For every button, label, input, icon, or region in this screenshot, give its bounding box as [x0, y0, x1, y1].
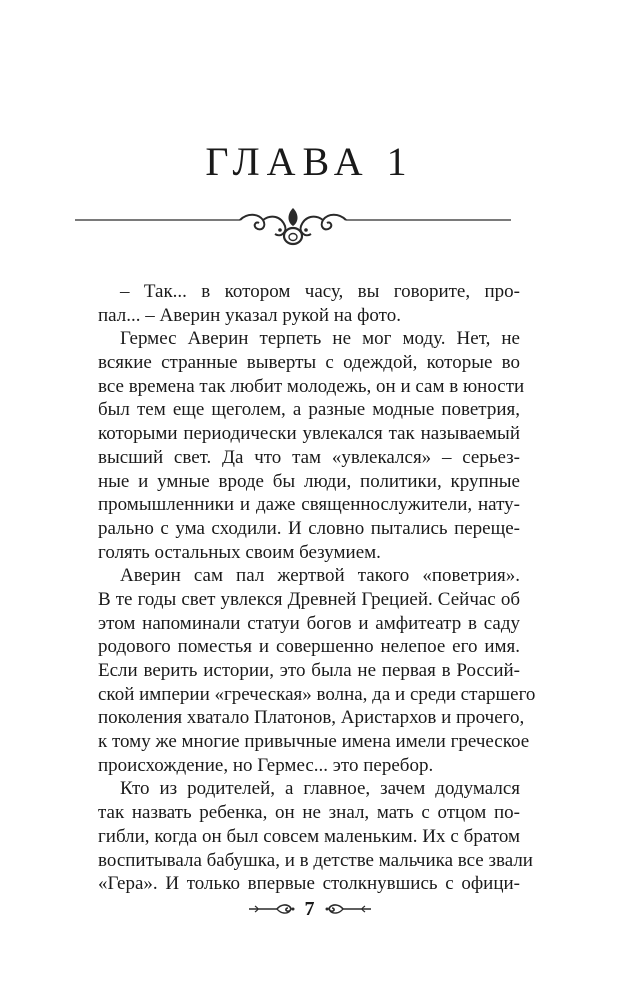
- text-line: высший свет. Да что там «увлекался» – серьез-: [98, 446, 520, 468]
- text-line: всякие странные выверты с одеждой, которые во: [98, 352, 520, 374]
- chapter-body: [98, 280, 536, 896]
- flourish-right-icon: [325, 902, 373, 916]
- page-footer: [0, 894, 619, 924]
- text-line: воспитывала бабушка, и в детстве мальчика все звали: [98, 849, 533, 871]
- text-line: промышленники и даже священнослужители, нату-: [98, 494, 520, 516]
- text-line: родового поместья и совершенно нелепое его имя.: [98, 636, 520, 658]
- paragraph: [98, 327, 525, 564]
- text-line: – Так... в котором часу, вы говорите, про-: [120, 281, 520, 302]
- text-line: которыми периодически увлекался так называемый: [98, 423, 520, 445]
- paragraph: [98, 777, 533, 895]
- text-line: ской империи «греческая» волна, да и среди старшего: [98, 683, 536, 705]
- text-line: происхождение, но Гермес... это перебор.: [98, 754, 434, 776]
- text-line: был тем еще щеголем, а разные модные поветрия,: [98, 399, 520, 421]
- chapter-title: ГЛАВА 1: [205, 139, 414, 184]
- text-line: рально с ума сходили. И словно пытались перещe-: [98, 517, 520, 539]
- text-line: к тому же многие привычные имена имели греческое: [98, 731, 530, 753]
- flourish-divider-icon: [75, 200, 511, 256]
- text-line: В те годы свет увлекся Древней Грецией. Сейчас об: [98, 588, 520, 610]
- text-line: «Гера». И только впервые столкнувшись с офици-: [98, 873, 520, 895]
- paragraph: [98, 564, 536, 777]
- flourish-left-icon: [247, 902, 295, 916]
- text-line: Гермес Аверин терпеть не мог моду. Нет, не: [120, 328, 520, 350]
- text-line: Аверин сам пал жертвой такого «поветрия».: [120, 565, 520, 587]
- page-number: 7: [304, 898, 315, 920]
- text-line: все времена так любит молодежь, он и сам в юности: [98, 375, 525, 397]
- text-line: поколения хватало Платонов, Аристархов и прочего,: [98, 707, 525, 729]
- text-line: гибли, когда он был совсем маленьким. Их с братом: [98, 825, 520, 847]
- text-line: ные и умные вроде бы люди, политики, крупные: [98, 470, 520, 492]
- text-line: Если верить истории, это была не первая в Россий-: [98, 660, 520, 681]
- text-line: пал... – Аверин указал рукой на фото.: [98, 304, 401, 326]
- text-line: этом напоминали статуи богов и амфитеатр в саду: [98, 612, 520, 634]
- paragraph: [98, 280, 520, 327]
- text-line: голять остальных своим безумием.: [98, 541, 381, 563]
- text-line: Кто из родителей, а главное, зачем додумался: [120, 778, 520, 800]
- text-line: так назвать ребенка, он не знал, мать с отцом по-: [98, 802, 520, 824]
